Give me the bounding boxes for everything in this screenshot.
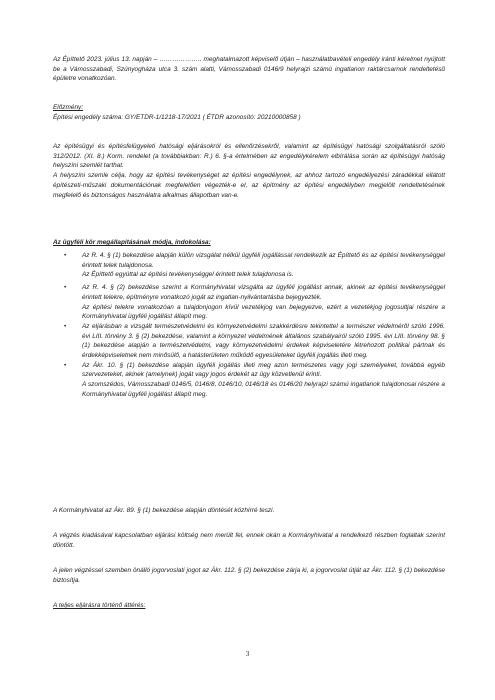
list-item [58,361,445,400]
decision-paragraph [53,506,445,516]
remedy-paragraph [53,566,445,585]
intro-paragraph [53,55,445,84]
list-item-text: Az R. 4. § (1) bekezdése alapján külön vizsgálat nélkül ügyféli jogállással rendelkezik az Építtető és az építési tevékenységgel érintett telek tulajdonosa. [82,252,445,269]
cost-text: A végzés kiadásával kapcsolatban eljárási költség nem merült fel, ennek okán a Kormányhivatal a rendelkező részben foglaltak szerint döntött. [53,532,445,549]
client-circle-list [58,251,445,400]
authority-text: Az építésügyi és építésfelügyeleti hatósági eljárásokról és ellenőrzésekről, valamint az építésügyi hatósági szolgáltatásról szóló 312/2012. (XI. 8.) Korm. rendelet (a továbbiakban: R.) 6. §-a értelmében az engedélykérelem elbírálása során az építésügyi hatóság helyszíni szemlét tarthat. [53,143,445,170]
cost-paragraph [53,531,445,550]
list-item-text: Az R. 4. § (2) bekezdése szerint a Kormányhivatal vizsgálta az ügyféli jogállást annak, akinek az építési tevékenységgel érintett telekre, építményre vonatkozó jogát az ingatlan-nyilvántartásba bejegyezték. [82,284,445,301]
client-circle-heading-block [53,238,445,248]
inspection-text: A helyszíni szemle célja, hogy az építési tevékenységet az építési engedélynek, az ahhoz tartozó engedélyezési záradékkal ellátott építészeti-műszaki dokumentációnak megfelelően végezték-e el, az építmény az építési engedélyben megjelölt rendeltetésének megfelelő és biztonságos használatra alkalmas állapotban van-e. [53,172,445,199]
full-proceedings-heading: A teljes eljárásra történő áttérés: [53,602,146,609]
list-item-subtext: A szomszédos, Vámosszabadi 0146/5, 0146/8, 0146/10, 0146/18 és 0146/20 helyrajzi számú ingatlanok tulajdonosai részére a Kormányhivatal ügyféli jogállást állapít meg. [82,381,445,398]
full-proceedings-block [53,601,445,611]
list-item [58,283,445,322]
precedent-heading: Előzmény: [53,104,84,111]
list-item [58,322,445,361]
list-item-text: Az eljárásban a vizsgált természetvédelmi és környezetvédelmi szakkérdésre tekintettel a természet védelméről szóló 1996. évi LIII. törvény 3. § (2) bekezdése, valamint a környezet védelmének általános szabályairól szóló 1995. évi LIII. törvény 98. § (1) bekezdése alapján a természetvédelmi, vagy környezetvédelmi érdekek képviseletére létrehozott politikai pártnak és érdekképviseletnek nem minősülő, a hatásterületen működő egyesületeket ügyféli jogállás illeti meg. [82,322,445,360]
list-item-text: Az Ákr. 10. § (1) bekezdése alapján ügyféli jogállás illeti meg azon természetes vagy jogi személyeket, továbbá egyéb szervezeteket, akinek (amelynek) jogát vagy jogos érdekét az ügy közvetlenül érinti. [82,361,445,379]
permit-number: Építési engedély száma: GY/ETDR-1/1218-17/2021 ( ÉTDR azonosító: 20210000858 ) [53,113,301,121]
decision-text: A Kormányhivatal az Ákr. 89. § (1) bekezdése alapján döntését közhírré teszi. [53,507,275,514]
client-circle-heading: Az ügyféli kör megállapításának módja, indokolása: [53,239,211,246]
list-item-subtext: Az Építtető egyúttal az építési tevékenységgel érintett telek tulajdonosa is. [82,271,294,279]
page-number: 3 [245,649,250,658]
list-item [58,251,445,280]
list-item-subtext: Az építési telekre vonatkozóan a tulajdonjogon kívül vezetékjog van bejegyezve, ezért a vezetékjog jogosultjai részére a Kormányhivatal ügyféli jogállást állapít meg. [82,303,445,321]
authority-paragraph [53,142,445,200]
precedent-section [53,103,445,122]
remedy-text: A jelen végzéssel szemben önálló jogorvoslati jogot az Ákr. 112. § (2) bekezdése zárja ki, a jogorvoslat útját az Ákr. 112. § (1) bekezdése biztosítja. [53,567,445,584]
intro-text: Az Építtető 2023. július 13. napján – ……………….. meghatalmazott képviselő útján – használatbavételi engedély iránti kérelmet nyújtott be a Vámosszabadi, Szúnyogháza utca 3. szám alatti, Vámosszabadi 0146/9 helyrajzi számú ingatlanon raktárcsarnok rendeltetésű épületre vonatkozóan. [53,56,445,83]
